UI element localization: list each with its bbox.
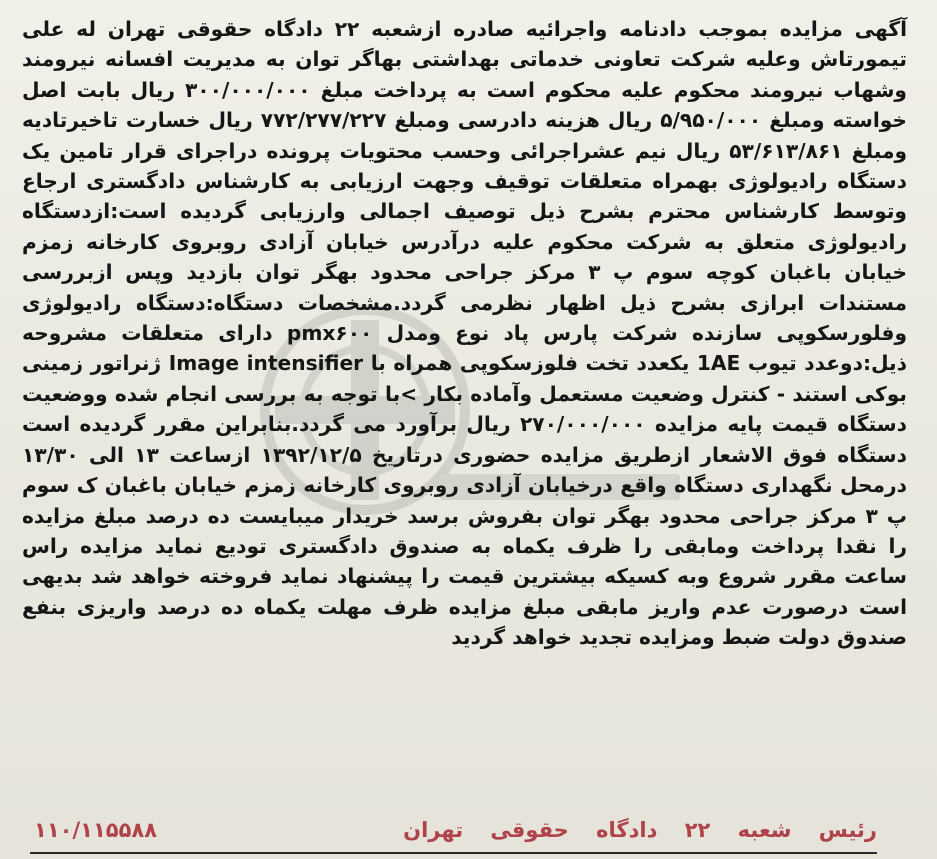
- bottom-divider: [30, 852, 877, 854]
- notice-body: آگهی مزایده بموجب دادنامه واجرائیه صادره ازشعبه ۲۲ دادگاه حقوقی تهران له علی تیمورتاش وعلیه شرکت تعاونی خدماتی بهداشتی بهاگر توان به مدیریت افسانه نیرومند وشهاب نیرومند محکوم علیه محکوم است به پرداخت مبلغ ۳۰۰/۰۰۰/۰۰۰ ریال بابت اصل خواسته ومبلغ ۵/۹۵۰/۰۰۰ ریال هزینه دادرسی ومبلغ ۷۷۲/۲۷۷/۲۲۷ ریال خسارت تاخیرتادیه ومبلغ ۵۳/۶۱۳/۸۶۱ ریال نیم عشراجرائی وحسب محتویات پرونده دراجرای قرار تامین یک دستگاه رادیولوژی بهمراه متعلقات توقیف وجهت ارزیابی به کارشناس دادگستری ارجاع وتوسط کارشناس محترم بشرح ذیل توصیف اجمالی وارزیابی گردیده است:ازدستگاه رادیولوژی متعلق به شرکت محکوم علیه درآدرس خیابان آزادی روبروی کارخانه زمزم خیابان باغبان کوچه سوم پ ۳ مرکز جراحی محدود بهگر توان بازدید وپس ازبررسی مستندات ابرازی بشرح ذیل اظهار نظرمی گردد.مشخصات دستگاه:دستگاه رادیولوژی وفلورسکوپی سازنده شرکت پارس پاد نوع ومدل pmx۶۰۰ دارای متعلقات مشروحه ذیل:دوعدد تیوب 1AE یکعدد تخت فلوزسکوپی همراه با Image intensifier ژنراتور زمینی بوکی استند - کنترل وضعیت مستعمل وآماده بکار >با توجه به بررسی انجام شده ووضعیت دستگاه قیمت پایه مزایده ۲۷۰/۰۰۰/۰۰۰ ریال برآورد می گردد.بنابراین مقرر گردیده است دستگاه فوق الاشعار ازطریق مزایده حضوری درتاریخ ۱۳۹۲/۱۲/۵ ازساعت ۱۳ الی ۱۳/۳۰ درمحل نگهداری دستگاه واقع درخیابان آزادی روبروی کارخانه زمزم خیابان باغبان ک سوم پ ۳ مرکز جراحی محدود بهگر توان بفروش برسد خریدار میبایست ده درصد مبلغ مزایده را نقدا پرداخت ومابقی را ظرف یکماه به صندوق دادگستری تودیع نماید مزایده راس ساعت مقرر شروع وبه کسیکه بیشترین قیمت را پیشنهاد نماید فروخته خواهد شد بدیهی است درصورت عدم واریز مابقی مبلغ مزایده ظرف مهلت یکماه ده درصد واریزی بنفع صندوق دولت ضبط ومزایده تجدید خواهد گردید: [22, 17, 907, 650]
- auction-notice: [22, 14, 907, 653]
- notice-footer: [34, 818, 877, 842]
- ad-code: ۱۱۰/۱۱۵۵۸۸: [34, 818, 158, 842]
- signer-title: رئیس شعبه ۲۲ دادگاه حقوقی تهران: [403, 818, 877, 842]
